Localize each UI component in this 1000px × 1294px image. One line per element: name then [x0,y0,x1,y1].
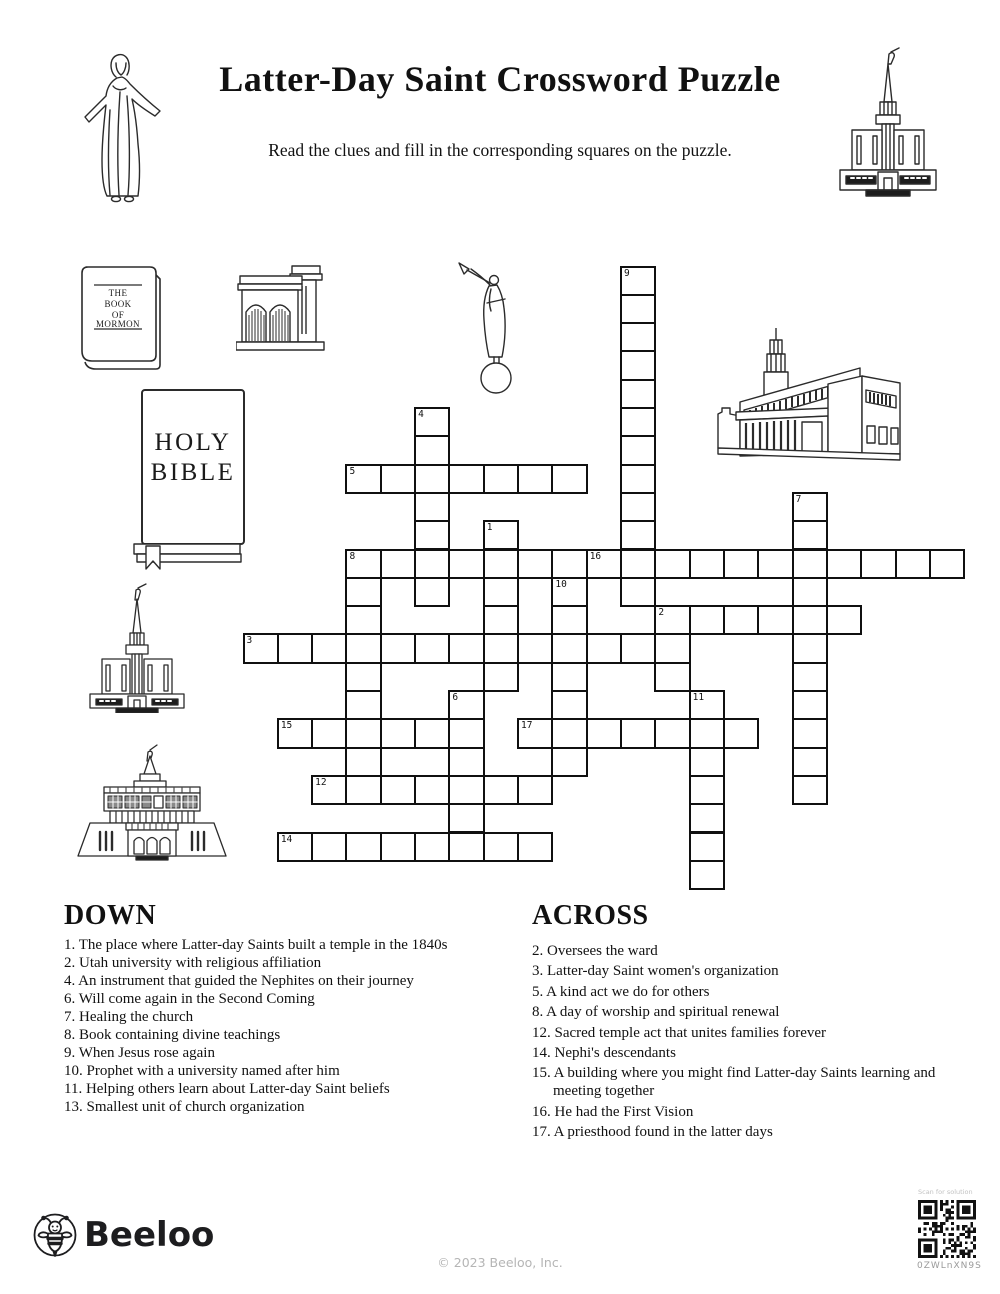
grid-cell[interactable] [380,549,416,579]
grid-cell[interactable] [380,775,416,805]
grid-cell[interactable] [345,633,381,663]
grid-cell[interactable] [757,549,793,579]
beeloo-wordmark: Beeloo [84,1215,215,1255]
across-heading: ACROSS [532,900,649,931]
grid-cell[interactable] [792,492,828,522]
grid-cell[interactable] [448,803,484,833]
cell-number: 9 [624,267,630,279]
cell-number: 14 [280,833,293,845]
beeloo-bee-logo-icon [32,1212,78,1258]
book-of-mormon-line2: BOOK [104,299,132,309]
grid-cell[interactable] [826,549,862,579]
holy-bible-line2: BIBLE [150,459,236,486]
grid-cell[interactable] [414,435,450,465]
grid-cell[interactable] [689,690,725,720]
grid-cell[interactable] [277,718,313,748]
grid-cell[interactable] [723,718,759,748]
grid-cell[interactable] [723,549,759,579]
grid-cell[interactable] [448,464,484,494]
clue-item: 8. Book containing divine teachings [64,1027,281,1043]
cell-number: 15 [280,720,293,732]
holy-bible-line1: HOLY [154,429,232,456]
grid-cell[interactable] [551,605,587,635]
grid-cell[interactable] [483,577,519,607]
grid-cell[interactable] [414,549,450,579]
clue-item: 13. Smallest unit of church organization [64,1099,305,1115]
cell-number: 4 [418,409,424,420]
grid-cell[interactable] [654,549,690,579]
grid-cell[interactable] [311,633,347,663]
grid-cell[interactable] [483,832,519,862]
grid-cell[interactable] [483,549,519,579]
grid-cell[interactable] [620,322,656,352]
cell-number: 8 [349,550,356,562]
grid-cell[interactable] [380,718,416,748]
grid-cell[interactable] [243,633,279,663]
grid-cell[interactable] [620,266,656,296]
grid-cell[interactable] [551,690,587,720]
grid-cell[interactable] [860,549,896,579]
grid-cell[interactable] [792,690,828,720]
grid-cell[interactable] [448,549,484,579]
grid-cell[interactable] [448,775,484,805]
clue-item: 2. Oversees the ward [532,943,658,959]
grid-cell[interactable] [929,549,965,579]
grid-cell[interactable] [414,492,450,522]
grid-cell[interactable] [448,747,484,777]
book-of-mormon-line1: THE [108,288,128,298]
grid-cell[interactable] [620,577,656,607]
grid-cell[interactable] [654,633,690,663]
down-heading: DOWN [64,900,157,931]
clue-item: 15. A building where you might find Latter-day Saints learning and meeting together [532,1065,936,1100]
grid-cell[interactable] [483,775,519,805]
grid-cell[interactable] [380,832,416,862]
book-of-mormon-line4: MORMON [96,319,140,329]
grid-cell[interactable] [414,832,450,862]
grid-cell[interactable] [517,832,553,862]
grid-cell[interactable] [792,605,828,635]
grid-cell[interactable] [345,662,381,692]
grid-cell[interactable] [448,633,484,663]
clue-item: 5. A kind act we do for others [532,983,710,1000]
grid-cell[interactable] [380,633,416,663]
page-title: Latter-Day Saint Crossword Puzzle [219,59,781,99]
grid-cell[interactable] [345,577,381,607]
grid-cell[interactable] [414,577,450,607]
grid-cell[interactable] [620,718,656,748]
copyright-text: © 2023 Beeloo, Inc. [437,1255,563,1270]
grid-cell[interactable] [345,747,381,777]
grid-cell[interactable] [517,718,553,748]
grid-cell[interactable] [483,633,519,663]
grid-cell[interactable] [620,435,656,465]
grid-cell[interactable] [345,718,381,748]
grid-cell[interactable] [792,718,828,748]
cell-number: 1 [486,522,493,534]
clue-item: 17. A priesthood found in the latter days [532,1124,773,1141]
grid-cell[interactable] [620,492,656,522]
cell-number: 12 [315,776,327,788]
grid-cell[interactable] [414,520,450,550]
grid-cell[interactable] [792,747,828,777]
grid-cell[interactable] [448,832,484,862]
grid-cell[interactable] [345,690,381,720]
holy-bible-art [126,388,252,572]
grid-cell[interactable] [620,350,656,380]
grid-cell[interactable] [689,549,725,579]
grid-cell[interactable] [483,464,519,494]
down-clue-list [64,936,460,1116]
grid-cell[interactable] [654,605,690,635]
grid-cell[interactable] [792,775,828,805]
cell-number: 17 [521,720,533,732]
grid-cell[interactable] [620,464,656,494]
grid-cell[interactable] [792,520,828,550]
cell-number: 2 [658,607,665,619]
grid-cell[interactable] [517,464,553,494]
grid-cell[interactable] [792,633,828,663]
cell-number: 3 [246,635,253,647]
qr-scan-label: Scan for solution [918,1188,973,1196]
cell-number: 5 [349,465,356,477]
clue-item: 2. Utah university with religious affiliation [64,955,322,971]
grid-cell[interactable] [551,747,587,777]
grid-cell[interactable] [483,605,519,635]
grid-cell[interactable] [414,775,450,805]
clue-item: 11. Helping others learn about Latter-day Saint beliefs [64,1081,390,1097]
qr-code[interactable] [918,1200,976,1258]
grid-cell[interactable] [551,718,587,748]
temple-wide-art [70,738,234,864]
grid-cell[interactable] [792,577,828,607]
grid-cell[interactable] [895,549,931,579]
grid-cell[interactable] [551,464,587,494]
grid-cell[interactable] [448,718,484,748]
grid-cell[interactable] [792,549,828,579]
grid-cell[interactable] [620,379,656,409]
grid-cell[interactable] [792,662,828,692]
grid-cell[interactable] [620,633,656,663]
book-of-mormon-line3: OF [111,310,125,320]
grid-cell[interactable] [551,633,587,663]
grid-cell[interactable] [483,520,519,550]
grid-cell[interactable] [448,690,484,720]
grid-cell[interactable] [380,464,416,494]
grid-cell[interactable] [414,718,450,748]
book-of-mormon-art [72,265,164,375]
grid-cell[interactable] [345,832,381,862]
cell-number: 6 [452,692,459,703]
cell-number: 16 [589,550,602,562]
grid-cell[interactable] [723,605,759,635]
grid-cell[interactable] [311,775,347,805]
cell-number: 7 [795,493,802,505]
grid-cell[interactable] [311,832,347,862]
grid-cell[interactable] [620,407,656,437]
grid-cell[interactable] [689,605,725,635]
grid-cell[interactable] [483,662,519,692]
clue-item: 6. Will come again in the Second Coming [64,991,315,1007]
grid-cell[interactable] [311,718,347,748]
grid-cell[interactable] [689,832,725,862]
grid-cell[interactable] [517,549,553,579]
grid-cell[interactable] [345,464,381,494]
clue-item: 9. When Jesus rose again [64,1045,215,1061]
grid-cell[interactable] [551,662,587,692]
clue-item: 10. Prophet with a university named after him [64,1063,340,1079]
grid-cell[interactable] [586,633,622,663]
grid-cell[interactable] [414,407,450,437]
clue-item: 3. Latter-day Saint women's organization [532,963,779,980]
grid-cell[interactable] [689,775,725,805]
temple-spire-art [833,46,943,198]
grid-cell[interactable] [345,775,381,805]
grid-cell[interactable] [826,605,862,635]
grid-cell[interactable] [689,860,725,890]
grid-cell[interactable] [689,803,725,833]
temple-tall-art [86,581,188,713]
grid-cell[interactable] [345,549,381,579]
grid-cell[interactable] [586,549,622,579]
grid-cell[interactable] [620,549,656,579]
grid-cell[interactable] [277,633,313,663]
grid-cell[interactable] [757,605,793,635]
grid-cell[interactable] [620,520,656,550]
grid-cell[interactable] [551,577,587,607]
cell-number: 11 [692,692,705,703]
grid-cell[interactable] [654,662,690,692]
clue-item: 1. The place where Latter-day Saints built a temple in the 1840s [64,937,448,953]
grid-cell[interactable] [517,633,553,663]
cell-number: 10 [555,578,567,590]
clue-item: 16. He had the First Vision [532,1103,694,1120]
conference-building-art [710,326,908,472]
temple-facade-art [236,264,336,352]
grid-cell[interactable] [517,775,553,805]
angel-moroni-art [456,258,524,398]
grid-cell[interactable] [689,747,725,777]
across-clue-list [532,942,936,1144]
grid-cell[interactable] [414,464,450,494]
grid-cell[interactable] [620,294,656,324]
qr-code-id: 0ZWLnXN9S [917,1261,982,1271]
clue-item: 7. Healing the church [64,1009,194,1025]
grid-cell[interactable] [689,718,725,748]
grid-cell[interactable] [277,832,313,862]
grid-cell[interactable] [345,605,381,635]
clue-item: 12. Sacred temple act that unites families forever [532,1024,827,1041]
clue-item: 4. An instrument that guided the Nephites on their journey [64,973,414,989]
grid-cell[interactable] [551,549,587,579]
page-subtitle: Read the clues and fill in the corresponding squares on the puzzle. [268,140,732,160]
grid-cell[interactable] [414,633,450,663]
clue-item: 8. A day of worship and spiritual renewal [532,1004,780,1021]
clue-item: 14. Nephi's descendants [532,1044,676,1061]
grid-cell[interactable] [654,718,690,748]
grid-cell[interactable] [586,718,622,748]
